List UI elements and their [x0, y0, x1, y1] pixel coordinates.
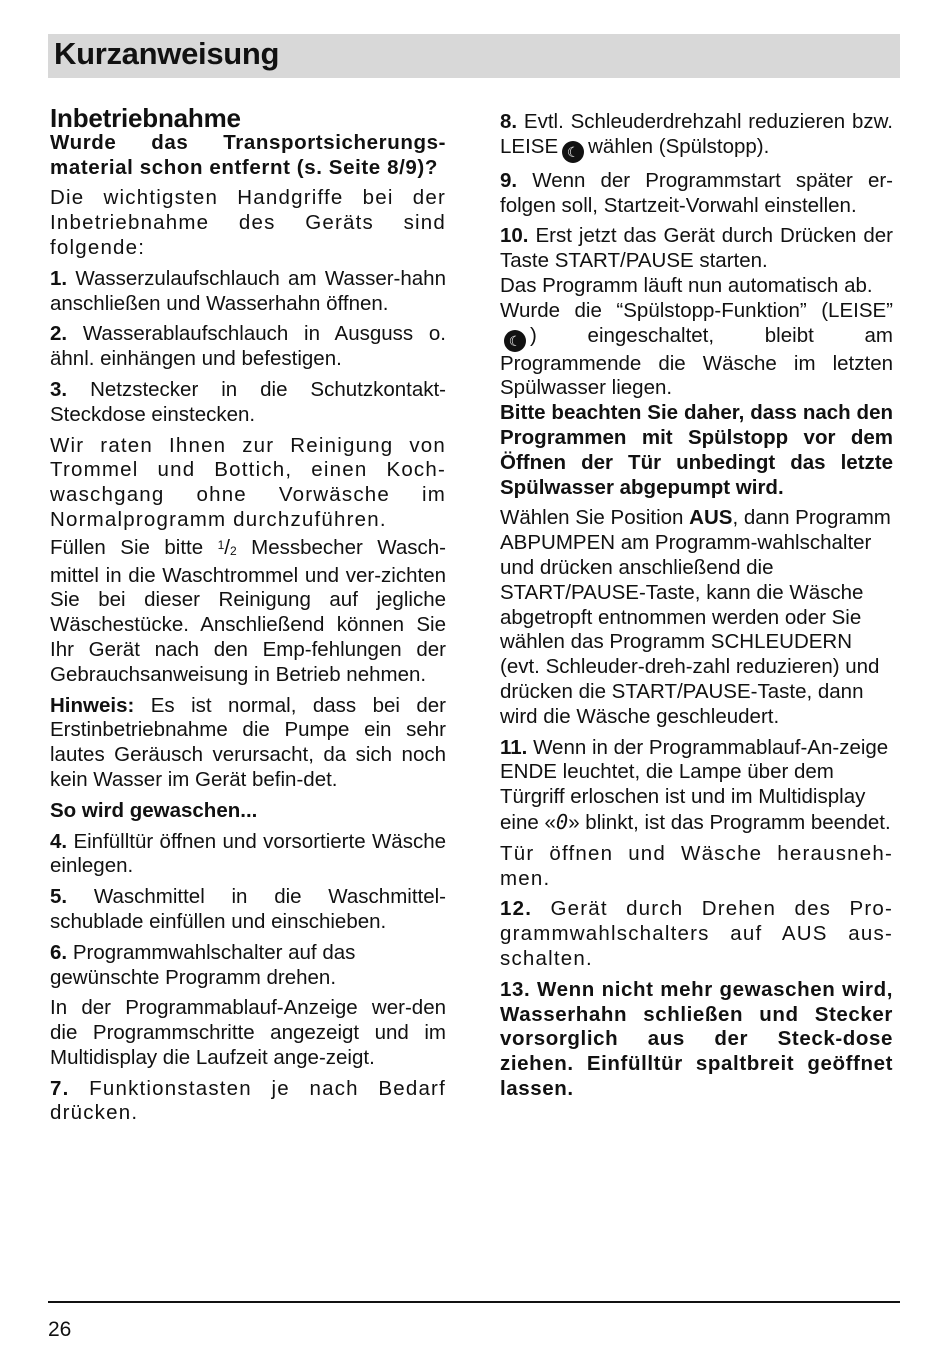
hint-label: Hinweis:: [50, 693, 135, 717]
step-11: 11. Wenn in der Programmablauf-An-zeige ENDE leuchtet, die Lampe über dem Türgriff erloschen ist und im Multidisplay eine «0» blinkt, ist das Programm beendet.: [500, 735, 891, 834]
step-4: 4. Einfülltür öffnen und vorsortierte Wäsche einlegen.: [50, 829, 446, 878]
footer-divider: [48, 1301, 900, 1303]
step-6: 6. Programmwahlschalter auf das gewünschte Programm drehen.: [50, 940, 356, 989]
left-column: [50, 103, 447, 1126]
wash-heading: So wird gewaschen...: [50, 798, 258, 822]
door-note: Tür öffnen und Wäsche herausneh-men.: [500, 841, 893, 890]
detergent-paragraph: Füllen Sie bitte $^1$/2 Messbecher Wasch-mittel in die Waschtrommel und ver-zichten Sie bei dieser Reinigung auf jegliche Wäschestücke. Anschließend können Sie Ihr Gerät nach den Emp-fehlungen der Gebrauchsanweisung in Betrieb nehmen.: [50, 535, 446, 686]
intro-paragraph: Die wichtigsten Handgriffe bei der Inbetriebnahme des Geräts sind folgende:: [50, 186, 446, 259]
page-title: Kurzanweisung: [54, 36, 280, 71]
fraction-slash: /: [224, 535, 230, 559]
right-column: [500, 110, 893, 1102]
step-number: 1.: [50, 266, 68, 290]
step-text: Netzstecker in die Schutzkontakt-Steckdose einstecken.: [50, 377, 447, 426]
section-header-bar: [48, 34, 900, 78]
transport-question: Wurde das Transportsicherungs-material schon entfernt (s. Seite 8/9)?: [50, 130, 446, 179]
step-number: 2.: [50, 322, 68, 346]
display-note: In der Programmablauf-Anzeige wer-den die Programmschritte angezeigt und im Multidisplay die Laufzeit ange-zeigt.: [50, 996, 446, 1069]
fraction-numerator: 1: [217, 537, 225, 552]
step-3: [50, 378, 446, 428]
step-text: Wasserzulaufschlauch am Wasser-hahn anschließen und Wasserhahn öffnen.: [50, 266, 446, 315]
leise-icon: ☾: [562, 141, 584, 163]
page-number: 26: [48, 1318, 72, 1341]
step-5: 5. Waschmittel in die Waschmittel-schublade einfüllen und einschieben.: [50, 885, 447, 933]
step-12: 12. Gerät durch Drehen des Pro-grammwahlschalters auf AUS aus-schalten.: [500, 897, 893, 970]
step-7: 7. Funktionstasten je nach Bedarf drücken.: [50, 1076, 446, 1125]
section-heading: Inbetriebnahme: [50, 103, 241, 133]
step-text: Wasserablaufschlauch in Ausguss o. ähnl. einhängen und befestigen.: [50, 322, 446, 371]
step-9: 9. Wenn der Programmstart später er-folgen soll, Startzeit-Vorwahl einstellen.: [500, 168, 893, 217]
fraction-denominator: 2: [230, 543, 237, 558]
auto-run-note: Das Programm läuft nun automatisch ab.: [500, 273, 873, 297]
hint-paragraph: Hinweis: Es ist normal, dass bei der Erstinbetriebnahme die Pumpe ein sehr lautes Geräusch verursacht, da sich noch kein Wasser im Gerät befin-det.: [50, 693, 447, 791]
rinse-stop-note: Wurde die “Spülstopp-Funktion” (LEISE”☾ ) eingeschaltet, bleibt am Programmende die Wäsche im letzten Spülwasser liegen.: [500, 298, 893, 400]
display-zero-glyph: 0: [555, 809, 569, 834]
step-13: 13. Wenn nicht mehr gewaschen wird, Wasserhahn schließen und Stecker vorsorglich aus der Steck-dose ziehen. Einfülltür spaltbreit geöffnet lassen.: [500, 977, 893, 1100]
warning-paragraph: Bitte beachten Sie daher, dass nach den Programmen mit Spülstopp vor dem Öffnen der Tür unbedingt das letzte Spülwasser abgepumpt wird.: [500, 401, 893, 499]
select-aus-paragraph: Wählen Sie Position AUS, dann Programm ABPUMPEN am Programm-wahlschalter und drücken anschließend die START/PAUSE-Taste, kann die Wäsche abgetropft entnommen werden oder Sie wählen das Programm SCHLEUDERN (evt. Schleuder-dreh-zahl reduzieren) und drücken die START/PAUSE-Taste, dann wird die Wäsche geschleudert.: [500, 506, 891, 728]
step-1: [50, 267, 446, 317]
cleaning-paragraph: Wir raten Ihnen zur Reinigung von Trommel und Bottich, einen Koch-waschgang ohne Vorwäsche im Normalprogramm durchzuführen.: [50, 433, 446, 531]
step-number: 3.: [50, 377, 68, 401]
step-10: 10. Erst jetzt das Gerät durch Drücken der Taste START/PAUSE starten.: [500, 224, 893, 273]
step-2: [50, 322, 446, 372]
step-8: 8. Evtl. Schleuderdrehzahl reduzieren bzw. LEISE ☾ wählen (Spülstopp).: [500, 110, 893, 163]
leise-icon: ☾: [504, 330, 526, 352]
